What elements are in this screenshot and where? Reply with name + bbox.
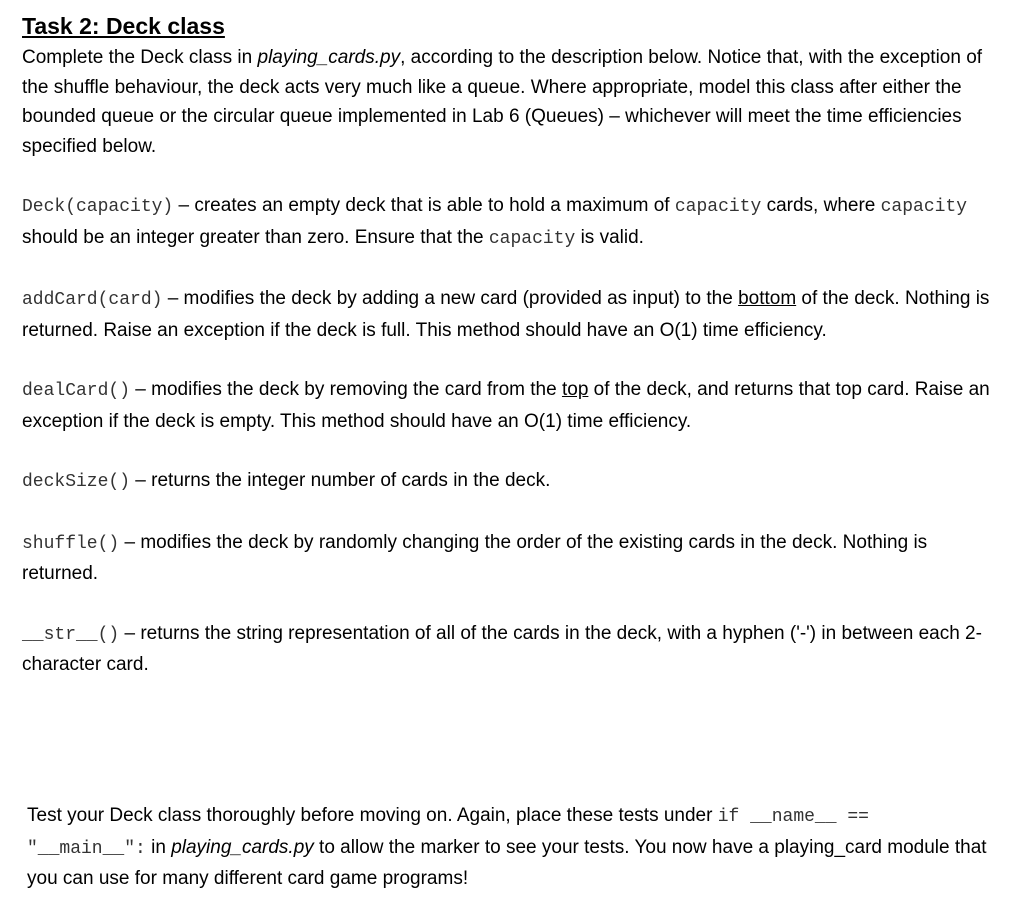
method-deck-signature: Deck(capacity) (22, 197, 174, 217)
method-dealcard-text-2: of the deck, and returns that top card. Raise an exception if the deck is empty. This method should have an O(1) time efficiency. (22, 379, 990, 432)
method-deck-text-3: should be an integer greater than zero. Ensure that the (22, 226, 489, 248)
test-filename: playing_cards.py (171, 836, 314, 858)
method-deck-text-1: – creates an empty deck that is able to hold a maximum of (173, 195, 675, 216)
test-paragraph (27, 801, 987, 894)
method-dealcard (22, 375, 1002, 436)
method-deck-code-2: capacity (880, 197, 968, 217)
method-addcard-text-1: – modifies the deck by adding a new card (provided as input) to the (162, 288, 739, 309)
method-decksize-text-1: – returns the integer number of cards in the deck. (130, 470, 551, 491)
method-deck-code-3: capacity (488, 228, 576, 249)
method-deck-text-2: cards, where (761, 195, 881, 216)
method-decksize-signature: deckSize() (22, 472, 131, 492)
method-str-signature: __str__() (22, 624, 120, 645)
method-dealcard-underlined: top (561, 379, 589, 400)
method-addcard-text-2: of the deck. Nothing is returned. Raise an exception if the deck is full. This method should have an O(1) time efficiency. (22, 288, 990, 341)
method-shuffle (22, 528, 1002, 589)
task-title: Task 2: Deck class (22, 13, 225, 39)
test-main-guard-code: if __name__ == "__main__": (27, 807, 869, 859)
intro-text-2: , according to the description below. Notice that, with the exception of the shuffle behaviour, the deck acts very much like a queue. Where appropriate, model this class after either the bounded queue or the circular queue implemented in Lab 6 (Queues) – whichever will meet the time efficiencies specified below. (22, 47, 983, 157)
test-text-2: in (145, 836, 172, 858)
document-page (22, 12, 1002, 680)
method-shuffle-signature: shuffle() (22, 533, 120, 554)
test-text-1: Test your Deck class thoroughly before moving on. Again, place these tests under (27, 805, 718, 826)
intro-text-1: Complete the Deck class in (22, 47, 258, 68)
method-decksize (22, 466, 1002, 498)
method-dealcard-text-1: – modifies the deck by removing the card from the (130, 379, 562, 400)
method-addcard-signature: addCard(card) (22, 290, 163, 310)
method-shuffle-text-1: – modifies the deck by randomly changing the order of the existing cards in the deck. Nothing is returned. (22, 531, 928, 584)
test-text-3: to allow the marker to see your tests. You now have a playing_card module that you can use for many different card game programs! (27, 836, 987, 889)
method-str (22, 619, 1002, 680)
method-dealcard-signature: dealCard() (22, 381, 131, 401)
method-deck-code-1: capacity (674, 197, 762, 217)
method-deck (22, 191, 1002, 254)
intro-filename: playing_cards.py (257, 47, 401, 68)
intro-paragraph (22, 43, 1002, 161)
method-addcard-underlined: bottom (738, 288, 797, 309)
method-addcard (22, 284, 1002, 345)
method-str-text-1: – returns the string representation of all of the cards in the deck, with a hyphen ('-') in between each 2-character card. (22, 622, 982, 675)
method-deck-text-4: is valid. (575, 226, 644, 248)
